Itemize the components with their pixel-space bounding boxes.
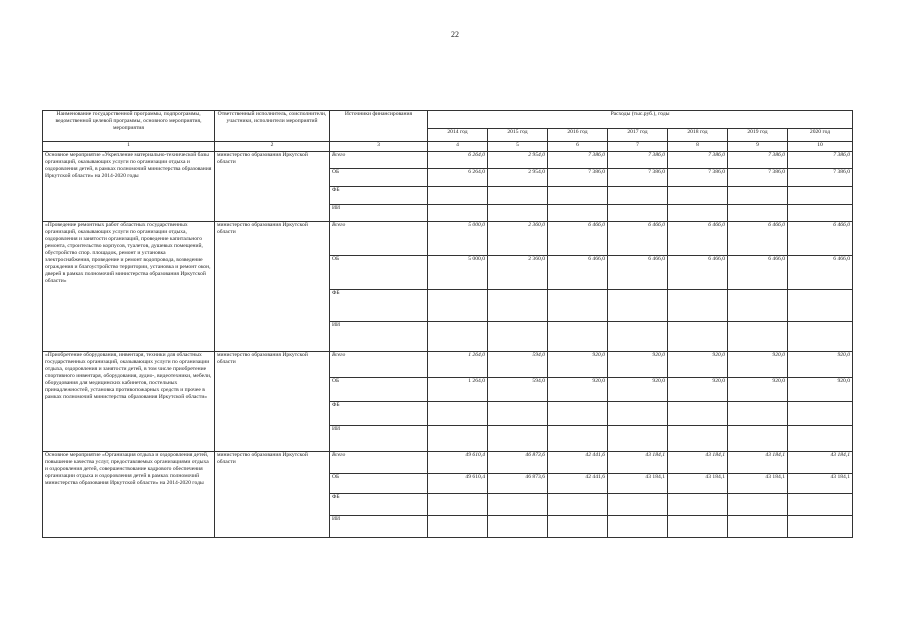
- amount-cell: [668, 290, 728, 322]
- amount-cell: [488, 205, 548, 222]
- amount-cell: [728, 426, 788, 452]
- amount-cell: [788, 187, 853, 205]
- amount-cell: 920,0: [608, 352, 668, 378]
- amount-cell: [488, 187, 548, 205]
- column-number: 10: [788, 142, 853, 152]
- header-numbers-row: [43, 142, 853, 152]
- amount-cell: [728, 290, 788, 322]
- amount-cell: [488, 494, 548, 516]
- amount-cell: 7 386,0: [608, 169, 668, 187]
- amount-cell: [548, 516, 608, 538]
- amount-cell: 6 466,0: [728, 222, 788, 256]
- amount-cell: 920,0: [548, 352, 608, 378]
- funding-source: ИИ: [330, 516, 428, 538]
- amount-cell: 1 264,0: [428, 352, 488, 378]
- amount-cell: 6 466,0: [608, 256, 668, 290]
- amount-cell: [728, 516, 788, 538]
- amount-cell: [548, 322, 608, 352]
- amount-cell: [548, 494, 608, 516]
- amount-cell: [548, 290, 608, 322]
- amount-cell: 43 184,1: [668, 474, 728, 494]
- column-number: 3: [330, 142, 428, 152]
- activity-executor: министерство образования Иркутской области: [215, 352, 330, 452]
- amount-cell: 43 184,1: [728, 474, 788, 494]
- amount-cell: 7 386,0: [548, 169, 608, 187]
- amount-cell: [428, 402, 488, 426]
- amount-cell: 7 386,0: [788, 152, 853, 169]
- column-number: 2: [215, 142, 330, 152]
- amount-cell: 7 386,0: [668, 152, 728, 169]
- funding-source: ФБ: [330, 402, 428, 426]
- header-year: 2014 год: [428, 129, 488, 142]
- amount-cell: 5 000,0: [428, 222, 488, 256]
- amount-cell: [608, 290, 668, 322]
- amount-cell: 7 386,0: [728, 152, 788, 169]
- amount-cell: 43 184,1: [788, 452, 853, 474]
- amount-cell: 594,0: [488, 378, 548, 402]
- funding-source: ИИ: [330, 205, 428, 222]
- funding-source: ИИ: [330, 322, 428, 352]
- amount-cell: 7 386,0: [608, 152, 668, 169]
- amount-cell: 7 386,0: [668, 169, 728, 187]
- amount-cell: 46 873,6: [488, 474, 548, 494]
- amount-cell: [728, 494, 788, 516]
- funding-source: Всего: [330, 222, 428, 256]
- amount-cell: [548, 426, 608, 452]
- amount-cell: [608, 516, 668, 538]
- amount-cell: 46 873,6: [488, 452, 548, 474]
- amount-cell: [428, 205, 488, 222]
- funding-source: Всего: [330, 352, 428, 378]
- header-source: Источники финансирования: [330, 111, 428, 142]
- amount-cell: [488, 516, 548, 538]
- activity-name: Основное мероприятие «Укрепление материально-технической базы организаций, оказывающих услуги по организации отдыха и оздоровления детей, в рамках полномочий министерства образования Иркутской области» на 2014-2020 годы: [43, 152, 215, 222]
- amount-cell: 7 386,0: [548, 152, 608, 169]
- amount-cell: [668, 402, 728, 426]
- funding-source: ОБ: [330, 474, 428, 494]
- amount-cell: 7 386,0: [728, 169, 788, 187]
- funding-source: ИИ: [330, 426, 428, 452]
- amount-cell: 920,0: [668, 352, 728, 378]
- amount-cell: [788, 402, 853, 426]
- amount-cell: [608, 322, 668, 352]
- amount-cell: 2 360,0: [488, 256, 548, 290]
- header-year: 2015 год: [488, 129, 548, 142]
- header-year: 2016 год: [548, 129, 608, 142]
- amount-cell: 6 466,0: [788, 222, 853, 256]
- funding-source: ФБ: [330, 187, 428, 205]
- amount-cell: 594,0: [488, 352, 548, 378]
- column-number: 5: [488, 142, 548, 152]
- amount-cell: 49 610,4: [428, 452, 488, 474]
- amount-cell: 43 184,1: [608, 474, 668, 494]
- amount-cell: [788, 426, 853, 452]
- funding-source: Всего: [330, 152, 428, 169]
- amount-cell: 6 264,0: [428, 169, 488, 187]
- page-number: 22: [451, 30, 459, 39]
- amount-cell: [428, 187, 488, 205]
- funding-source: ФБ: [330, 290, 428, 322]
- amount-cell: [788, 290, 853, 322]
- amount-cell: [428, 494, 488, 516]
- amount-cell: [428, 516, 488, 538]
- amount-cell: 2 954,0: [488, 152, 548, 169]
- table-row: [43, 452, 853, 474]
- amount-cell: 43 184,1: [668, 452, 728, 474]
- amount-cell: [608, 205, 668, 222]
- amount-cell: [548, 187, 608, 205]
- column-number: 4: [428, 142, 488, 152]
- activity-name: «Приобретение оборудования, инвентаря, техники для областных государственных организаций, оказывающих услуги по организации отдыха, оздоровления и занятости детей, в том числе приобретение спортивного инвентаря, оборудования, аудио-, видеотехники, мебели, оборудования для медицинских кабинетов, постельных принадлежностей, установка противопожарных средств и прочее в рамках полномочий министерства образования Иркутской области»: [43, 352, 215, 452]
- amount-cell: [428, 322, 488, 352]
- header-name: Наименование государственной программы, подпрограммы, ведомственной целевой программы, основного мероприятия, мероприятия: [43, 111, 215, 142]
- amount-cell: 42 441,6: [548, 474, 608, 494]
- table-row: [43, 222, 853, 256]
- amount-cell: 920,0: [668, 378, 728, 402]
- amount-cell: 6 466,0: [608, 222, 668, 256]
- amount-cell: 49 610,4: [428, 474, 488, 494]
- amount-cell: [608, 187, 668, 205]
- financing-table: [42, 110, 853, 538]
- amount-cell: [788, 322, 853, 352]
- activity-executor: министерство образования Иркутской области: [215, 152, 330, 222]
- amount-cell: [608, 402, 668, 426]
- funding-source: ОБ: [330, 256, 428, 290]
- amount-cell: [428, 426, 488, 452]
- header-year: 2019 год: [728, 129, 788, 142]
- header-year: 2020 год: [788, 129, 853, 142]
- amount-cell: [608, 426, 668, 452]
- column-number: 1: [43, 142, 215, 152]
- amount-cell: 920,0: [548, 378, 608, 402]
- activity-executor: министерство образования Иркутской области: [215, 452, 330, 538]
- amount-cell: [488, 426, 548, 452]
- amount-cell: 6 466,0: [788, 256, 853, 290]
- amount-cell: [548, 402, 608, 426]
- amount-cell: 6 466,0: [668, 222, 728, 256]
- amount-cell: 920,0: [728, 378, 788, 402]
- amount-cell: [668, 187, 728, 205]
- amount-cell: 5 000,0: [428, 256, 488, 290]
- column-number: 8: [668, 142, 728, 152]
- funding-source: Всего: [330, 452, 428, 474]
- table-row: [43, 152, 853, 169]
- funding-source: ОБ: [330, 378, 428, 402]
- amount-cell: [548, 205, 608, 222]
- amount-cell: [728, 205, 788, 222]
- amount-cell: [668, 494, 728, 516]
- amount-cell: [608, 494, 668, 516]
- header-year: 2017 год: [608, 129, 668, 142]
- amount-cell: [788, 205, 853, 222]
- amount-cell: 43 184,1: [608, 452, 668, 474]
- amount-cell: [728, 402, 788, 426]
- column-number: 9: [728, 142, 788, 152]
- amount-cell: 43 184,1: [788, 474, 853, 494]
- amount-cell: 6 466,0: [668, 256, 728, 290]
- amount-cell: [488, 322, 548, 352]
- amount-cell: 6 466,0: [548, 222, 608, 256]
- amount-cell: [428, 290, 488, 322]
- amount-cell: 920,0: [728, 352, 788, 378]
- amount-cell: 6 466,0: [728, 256, 788, 290]
- header-expenses: Расходы (тыс.руб.), годы: [428, 111, 853, 129]
- amount-cell: 920,0: [788, 352, 853, 378]
- amount-cell: 42 441,6: [548, 452, 608, 474]
- amount-cell: 6 466,0: [548, 256, 608, 290]
- amount-cell: 920,0: [608, 378, 668, 402]
- amount-cell: 1 264,0: [428, 378, 488, 402]
- column-number: 7: [608, 142, 668, 152]
- funding-source: ФБ: [330, 494, 428, 516]
- amount-cell: 920,0: [788, 378, 853, 402]
- header-executor: Ответственный исполнитель, соисполнители, участники, исполнители мероприятий: [215, 111, 330, 142]
- activity-name: Основное мероприятие «Организация отдыха и оздоровления детей, повышение качества услуг, предоставляемых организациями отдыха и оздоровления детей, совершенствование кадрового обеспечения организации отдыха и оздоровления детей в рамках полномочий министерства образования Иркутской области» на 2014-2020 годы: [43, 452, 215, 538]
- column-number: 6: [548, 142, 608, 152]
- amount-cell: [668, 426, 728, 452]
- amount-cell: [728, 187, 788, 205]
- activity-executor: министерство образования Иркутской области: [215, 222, 330, 352]
- amount-cell: 7 386,0: [788, 169, 853, 187]
- table-row: [43, 352, 853, 378]
- amount-cell: 43 184,1: [728, 452, 788, 474]
- funding-source: ОБ: [330, 169, 428, 187]
- amount-cell: 2 360,0: [488, 222, 548, 256]
- amount-cell: 2 954,0: [488, 169, 548, 187]
- amount-cell: [668, 205, 728, 222]
- amount-cell: [668, 322, 728, 352]
- amount-cell: [668, 516, 728, 538]
- amount-cell: [488, 290, 548, 322]
- amount-cell: [788, 516, 853, 538]
- header-year: 2018 год: [668, 129, 728, 142]
- amount-cell: [788, 494, 853, 516]
- activity-name: «Проведение ремонтных работ областных государственных организаций, оказывающих услуги по организации отдыха, оздоровления и занятости организаций, проведение капитального ремонта, строительство корпусов, туалетов, душевых помещений, обустройство спор. площадок, ремонт и установка электроснабжения, проведение и ремонт водопровода, возведение ограждения и благоустройство территории, установка и ремонт окон, дверей в рамках полномочий министерства образования Иркутской области»: [43, 222, 215, 352]
- amount-cell: [488, 402, 548, 426]
- amount-cell: [728, 322, 788, 352]
- amount-cell: 6 264,0: [428, 152, 488, 169]
